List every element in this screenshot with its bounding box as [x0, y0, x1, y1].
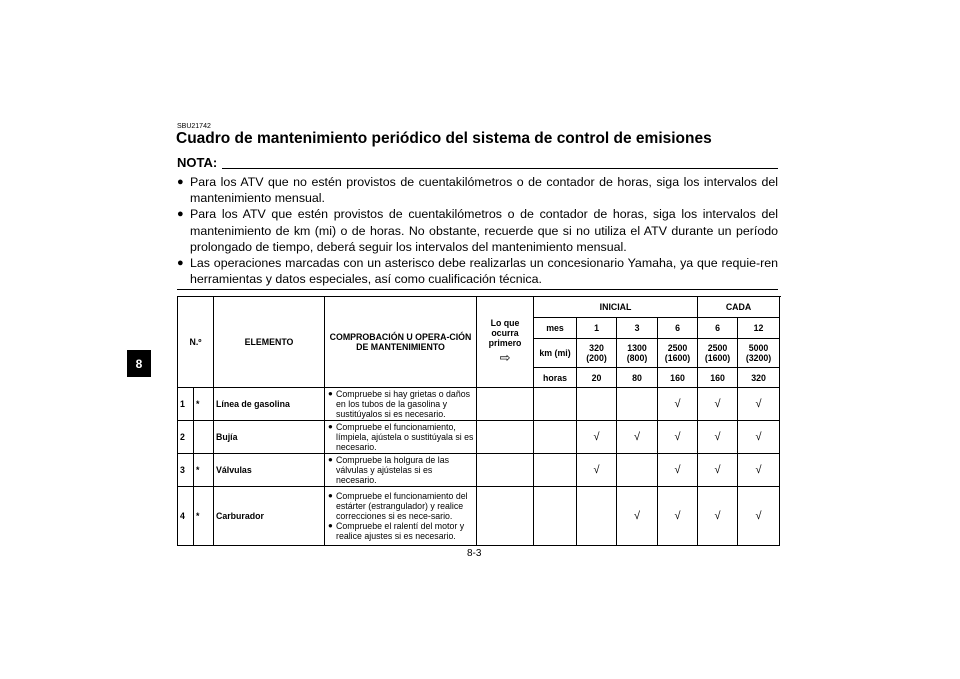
- nota-label: NOTA:: [177, 155, 218, 170]
- header-horas-value: 160: [698, 368, 738, 388]
- check-mark-icon: √: [617, 487, 658, 546]
- header-mes-value: 6: [658, 318, 698, 339]
- row-element: Carburador: [214, 487, 325, 546]
- check-mark-icon: √: [698, 421, 738, 454]
- row-number: 3: [178, 454, 194, 487]
- row-label-cell: [534, 487, 577, 546]
- table-row: [178, 487, 780, 546]
- check-mark-icon: √: [617, 421, 658, 454]
- row-check: [325, 421, 477, 454]
- header-km-label: km (mi): [534, 339, 577, 368]
- row-check: [325, 388, 477, 421]
- table-body: [178, 388, 780, 546]
- header-km-value: 2500 (1600): [658, 339, 698, 368]
- header-mes-value: 6: [698, 318, 738, 339]
- page-number: 8-3: [467, 548, 482, 559]
- header-mes-value: 12: [738, 318, 780, 339]
- nota-rule: [222, 168, 778, 169]
- header-horas-value: 80: [617, 368, 658, 388]
- check-mark-icon: √: [577, 454, 617, 487]
- row-element: Bujía: [214, 421, 325, 454]
- right-arrow-icon: ⇨: [499, 350, 511, 365]
- separator-line: [177, 289, 778, 290]
- circle-bullet-icon: ●: [177, 257, 184, 270]
- circle-bullet-icon: ●: [328, 491, 333, 500]
- check-mark-icon: √: [658, 388, 698, 421]
- section-code: SBU21742: [177, 123, 211, 130]
- header-horas-value: 320: [738, 368, 780, 388]
- circle-bullet-icon: ●: [328, 455, 333, 464]
- row-element: Línea de gasolina: [214, 388, 325, 421]
- header-km-value: 320 (200): [577, 339, 617, 368]
- note-item: ● Las operaciones marcadas con un asterisco debe realizarlas un concesionario Yamaha, ya que requie-ren herramientas y datos especiales, así como cualificación técnica.: [177, 256, 778, 287]
- header-mes-value: 1: [577, 318, 617, 339]
- circle-bullet-icon: ●: [177, 176, 184, 188]
- check-item: ● Compruebe si hay grietas o daños en los tubos de la gasolina y sustitúyalos si es necesario.: [328, 389, 471, 419]
- header-inicial: INICIAL: [534, 297, 698, 318]
- header-km-value: 1300 (800): [617, 339, 658, 368]
- header-mes-value: 3: [617, 318, 658, 339]
- maintenance-table: [177, 296, 780, 546]
- header-horas-label: horas: [534, 368, 577, 388]
- header-horas-value: 160: [658, 368, 698, 388]
- check-mark-icon: √: [577, 421, 617, 454]
- header-cada: CADA: [698, 297, 780, 318]
- row-asterisk: *: [194, 454, 214, 487]
- check-mark-icon: √: [738, 388, 780, 421]
- row-asterisk: *: [194, 487, 214, 546]
- table-row: [178, 421, 780, 454]
- check-mark-icon: √: [658, 487, 698, 546]
- notes-list: [177, 174, 778, 287]
- empty-interval-cell: [617, 454, 658, 487]
- check-mark-icon: √: [658, 454, 698, 487]
- row-asterisk: *: [194, 388, 214, 421]
- check-mark-icon: √: [698, 388, 738, 421]
- header-km-value: 5000 (3200): [738, 339, 780, 368]
- note-item: ● Para los ATV que no estén provistos de cuentakilómetros o de contador de horas, siga los intervalos del mantenimiento mensual.: [177, 175, 778, 206]
- empty-interval-cell: [577, 388, 617, 421]
- row-first-cell: [477, 421, 534, 454]
- check-item: ● Compruebe el funcionamiento, límpiela, ajústela o sustitúyala si es necesario.: [328, 422, 474, 452]
- page-title: Cuadro de mantenimiento periódico del sistema de control de emisiones: [176, 130, 712, 147]
- nota-header: [177, 155, 778, 171]
- check-item: ● Compruebe el ralentí del motor y realice ajustes si es necesario.: [328, 521, 465, 541]
- row-first-cell: [477, 454, 534, 487]
- check-mark-icon: √: [738, 421, 780, 454]
- header-element: ELEMENTO: [214, 297, 325, 388]
- row-first-cell: [477, 388, 534, 421]
- row-number: 4: [178, 487, 194, 546]
- header-check: COMPROBACIÓN U OPERA-CIÓN DE MANTENIMIENTO: [325, 297, 477, 388]
- table-row: [178, 454, 780, 487]
- check-mark-icon: √: [698, 487, 738, 546]
- check-item: ● Compruebe el funcionamiento del estárter (estrangulador) y realice correcciones si es nece-sario.: [328, 491, 468, 521]
- header-km-value: 2500 (1600): [698, 339, 738, 368]
- row-first-cell: [477, 487, 534, 546]
- table-row: [178, 388, 780, 421]
- row-number: 2: [178, 421, 194, 454]
- row-label-cell: [534, 388, 577, 421]
- row-label-cell: [534, 454, 577, 487]
- circle-bullet-icon: ●: [177, 208, 184, 221]
- circle-bullet-icon: ●: [328, 422, 333, 431]
- circle-bullet-icon: ●: [328, 389, 333, 398]
- empty-interval-cell: [617, 388, 658, 421]
- row-asterisk: [194, 421, 214, 454]
- check-mark-icon: √: [738, 454, 780, 487]
- header-mes-label: mes: [534, 318, 577, 339]
- check-item: ● Compruebe la holgura de las válvulas y ajústelas si es necesario.: [328, 455, 449, 485]
- row-label-cell: [534, 421, 577, 454]
- row-check: [325, 487, 477, 546]
- chapter-tab: 8: [127, 350, 151, 377]
- check-mark-icon: √: [658, 421, 698, 454]
- row-number: 1: [178, 388, 194, 421]
- circle-bullet-icon: ●: [328, 521, 333, 530]
- check-mark-icon: √: [698, 454, 738, 487]
- check-mark-icon: √: [738, 487, 780, 546]
- row-element: Válvulas: [214, 454, 325, 487]
- empty-interval-cell: [577, 487, 617, 546]
- row-check: [325, 454, 477, 487]
- header-num: N.º: [178, 297, 214, 388]
- header-first: Lo que ocurra primero ⇨: [477, 297, 534, 388]
- header-horas-value: 20: [577, 368, 617, 388]
- note-item: ● Para los ATV que estén provistos de cuentakilómetros o de contador de horas, siga los intervalos del mantenimiento de km (mi) o de horas. No obstante, recuerde que si no utiliza el ATV durante un período prolongado de tiempo, deberá seguir los intervalos del mantenimiento mensual.: [177, 207, 778, 254]
